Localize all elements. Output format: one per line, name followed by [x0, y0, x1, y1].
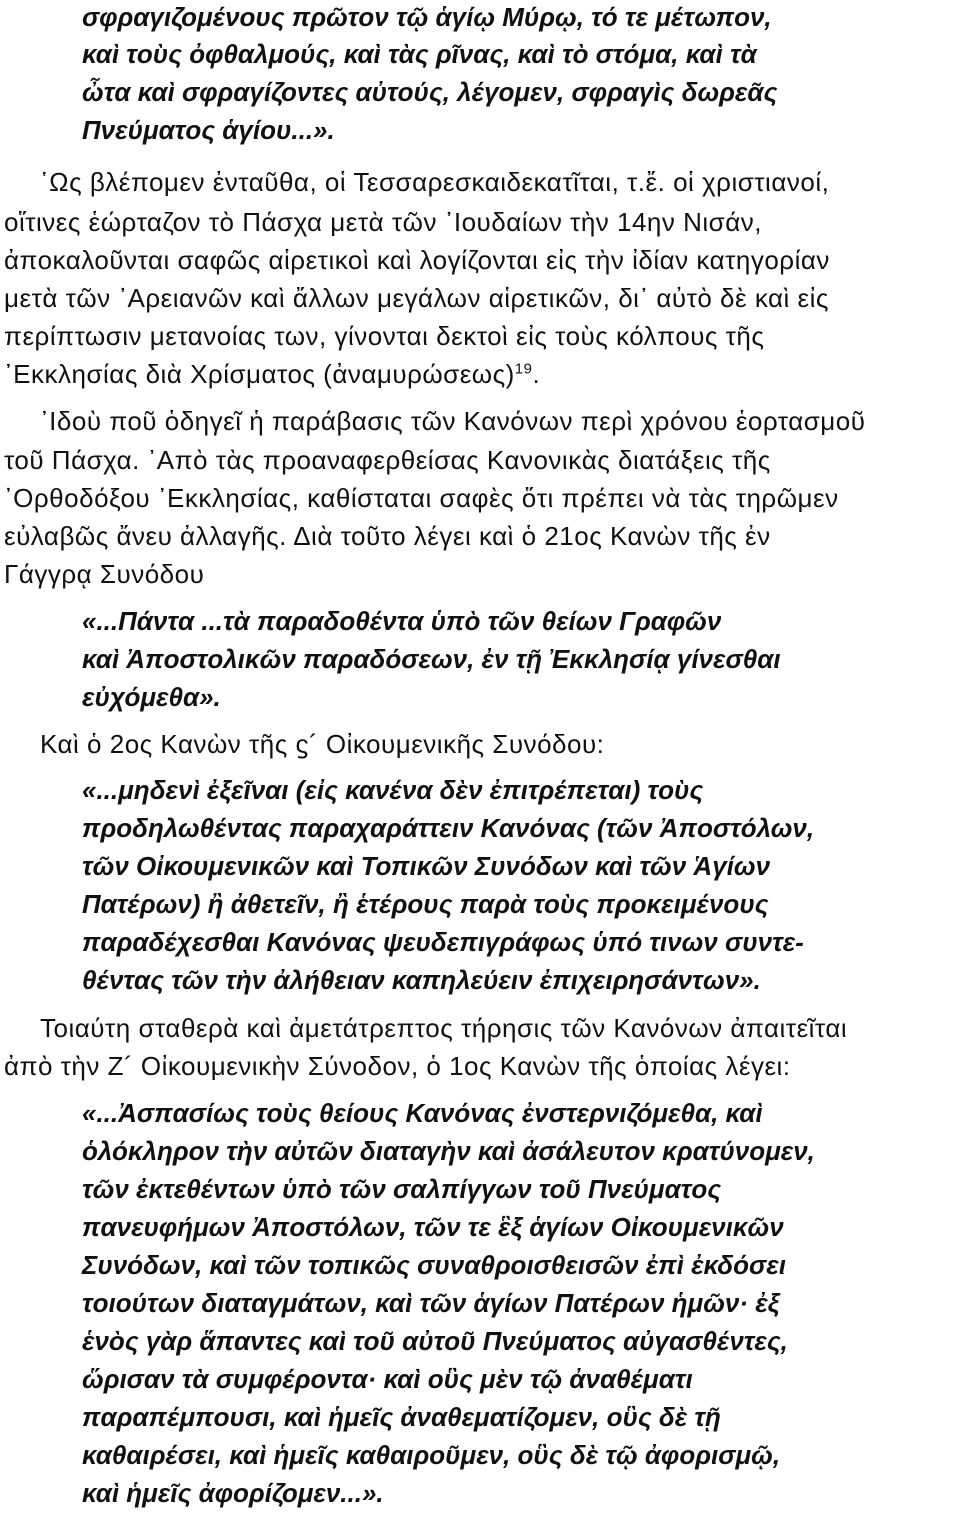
quote-line: τῶν ἐκτεθέντων ὑπὸ τῶν σαλπίγγων τοῦ Πνεύματος: [82, 1174, 722, 1204]
quote-line: καὶ τοὺς ὀφθαλμούς, καὶ τὰς ρῖνας, καὶ τὸ στόμα, καὶ τὰ: [82, 39, 757, 69]
paragraph-end: .: [532, 359, 541, 389]
quote-line: ἑνὸς γὰρ ἅπαντες καὶ τοῦ αὐτοῦ Πνεύματος αὐγασθέντες,: [82, 1326, 788, 1356]
quote-line: «...Ἀσπασίως τοὺς θείους Κανόνας ἐνστερνιζόμεθα, καὶ: [82, 1098, 763, 1128]
quote-line: ὥρισαν τὰ συμφέροντα· καὶ οὓς μὲν τῷ ἀναθέματι: [82, 1364, 693, 1394]
paragraph-line: τοῦ Πάσχα. ᾽Απὸ τὰς προαναφερθείσας Κανονικὰς διατάξεις τῆς: [4, 445, 771, 475]
paragraph-line: Τοιαύτη σταθερὰ καὶ ἀμετάτρεπτος τήρησις τῶν Κανόνων ἀπαιτεῖται: [40, 1013, 848, 1043]
paragraph-line: ᾽Ιδοὺ ποῦ ὁδηγεῖ ἡ παράβασις τῶν Κανόνων περὶ χρόνου ἑορτασμοῦ: [40, 406, 866, 436]
quote-line: τοιούτων διαταγμάτων, καὶ τῶν ἁγίων Πατέρων ἡμῶν· ἐξ: [82, 1288, 780, 1318]
paragraph-line: μετὰ τῶν ᾽Αρειανῶν καὶ ἄλλων μεγάλων αἱρετικῶν, δι᾽ αὐτὸ δὲ καὶ εἰς: [4, 283, 829, 313]
quote-line: προδηλωθέντας παραχαράττειν Κανόνας (τῶν Ἀποστόλων,: [82, 813, 815, 843]
footnote-ref[interactable]: 19: [514, 360, 533, 378]
paragraph-line: ἀπὸ τὴν Ζ´ Οἰκουμενικὴν Σύνοδον, ὁ 1ος Κανὼν τῆς ὁποίας λέγει:: [4, 1051, 791, 1081]
quote-line: «...μηδενὶ ἐξεῖναι (εἰς κανένα δὲν ἐπιτρέπεται) τοὺς: [82, 775, 704, 805]
paragraph-line: ᾽Ορθοδόξου ᾽Εκκλησίας, καθίσταται σαφὲς ὅτι πρέπει νὰ τὰς τηρῶμεν: [4, 483, 839, 513]
paragraph-line: ῾Ως βλέπομεν ἐνταῦθα, οἱ Τεσσαρεσκαιδεκατῖται, τ.ἔ. οἱ χριστιανοί,: [40, 167, 830, 197]
paragraph-line: [4, 357, 540, 391]
quote-line: καὶ ἡμεῖς ἀφορίζομεν...».: [82, 1478, 384, 1508]
quote-line: πανευφήμων Ἀποστόλων, τῶν τε ἓξ ἁγίων Οἰκουμενικῶν: [82, 1212, 784, 1242]
quote-line: ὦτα καὶ σφραγίζοντες αὐτούς, λέγομεν, σφραγὶς δωρεᾶς: [82, 77, 778, 107]
paragraph-text: ᾽Εκκλησίας διὰ Χρίσματος (ἀναμυρώσεως): [4, 359, 515, 389]
paragraph-line: οἵτινες ἑώρταζον τὸ Πάσχα μετὰ τῶν ᾽Ιουδαίων τὴν 14ην Νισάν,: [4, 207, 762, 237]
quote-line: σφραγιζομένους πρῶτον τῷ ἁγίῳ Μύρῳ, τό τε μέτωπον,: [82, 2, 772, 32]
quote-line: ὁλόκληρον τὴν αὐτῶν διαταγὴν καὶ ἀσάλευτον κρατύνομεν,: [82, 1136, 815, 1166]
quote-line: «...Πάντα ...τὰ παραδοθέντα ὑπὸ τῶν θείων Γραφῶν: [82, 606, 722, 636]
quote-line: παραπέμπουσι, καὶ ἡμεῖς ἀναθεματίζομεν, οὓς δὲ τῇ: [82, 1402, 721, 1432]
paragraph-line: Καὶ ὁ 2ος Κανὼν τῆς ϛ´ Οἰκουμενικῆς Συνόδου:: [40, 729, 605, 759]
quote-line: εὐχόμεθα».: [82, 682, 221, 712]
quote-line: Συνόδων, καὶ τῶν τοπικῶς συναθροισθεισῶν ἐπὶ ἐκδόσει: [82, 1250, 786, 1280]
paragraph-line: Γάγγρᾳ Συνόδου: [4, 559, 205, 589]
quote-line: παραδέχεσθαι Κανόνας ψευδεπιγράφως ὑπό τινων συντε-: [82, 927, 804, 957]
paragraph-line: ἀποκαλοῦνται σαφῶς αἱρετικοὶ καὶ λογίζονται εἰς τὴν ἰδίαν κατηγορίαν: [4, 245, 830, 275]
paragraph-line: περίπτωσιν μετανοίας των, γίνονται δεκτοὶ εἰς τοὺς κόλπους τῆς: [4, 321, 765, 351]
quote-line: καὶ Ἀποστολικῶν παραδόσεων, ἐν τῇ Ἐκκλησίᾳ γίνεσθαι: [82, 644, 781, 674]
quote-line: Πατέρων) ἢ ἀθετεῖν, ἢ ἑτέρους παρὰ τοὺς προκειμένους: [82, 889, 769, 919]
quote-line: θέντας τῶν τὴν ἀλήθειαν καπηλεύειν ἐπιχειρησάντων».: [82, 965, 761, 995]
quote-line: τῶν Οἰκουμενικῶν καὶ Τοπικῶν Συνόδων καὶ τῶν Ἁγίων: [82, 851, 771, 881]
quote-line: καθαιρέσει, καὶ ἡμεῖς καθαιροῦμεν, οὓς δὲ τῷ ἀφορισμῷ,: [82, 1440, 781, 1470]
quote-line: Πνεύματος ἁγίου...».: [82, 115, 335, 145]
paragraph-line: εὐλαβῶς ἄνευ ἀλλαγῆς. Διὰ τοῦτο λέγει καὶ ὁ 21ος Κανὼν τῆς ἐν: [4, 521, 771, 551]
